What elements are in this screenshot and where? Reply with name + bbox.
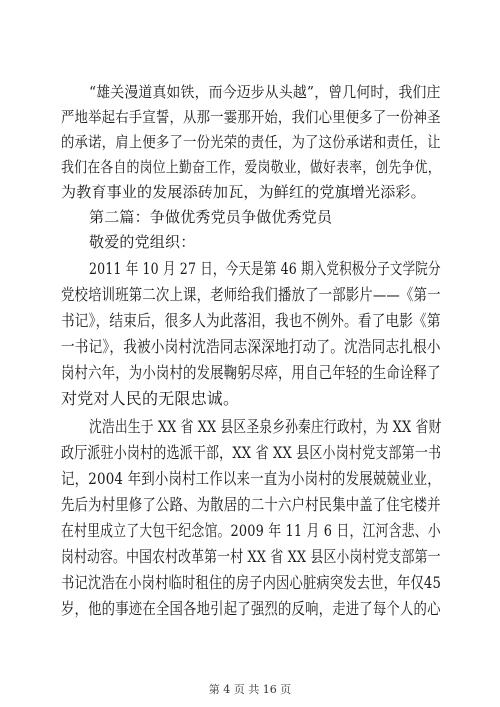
text-line: 书记》，结束后，很多人为此落泪，我也不例外。看了电影《第: [61, 311, 441, 330]
text-line: 的承诺，肩上便多了一份光荣的责任，为了这份承诺和责任，让: [61, 133, 441, 151]
text-line: 沈浩出生于 XX 省 XX 县区圣泉乡孙秦庄行政村，为 XX 省财: [89, 417, 442, 436]
text-line: “雄关漫道真如铁，而今迈步从头越”，曾几何时，我们庄: [89, 83, 441, 101]
text-line: 先后为村里修了公路、为散居的二十六户村民集中盖了住宅楼并: [61, 495, 441, 514]
page-footer: 第 4 页 共 16 页: [208, 683, 292, 696]
text-line: 严地举起右手宣誓，从那一霎那开始，我们心里便多了一份神圣: [61, 108, 441, 126]
text-line: 岁，他的事迹在全国各地引起了强烈的反响，走进了每个人的心: [61, 599, 441, 618]
text-line: 政厅派驻小岗村的选派干部，XX 省 XX 县区小岗村党支部第一书: [61, 443, 442, 462]
text-line: 岗村六年，为小岗村的发展鞠躬尽瘁，用自己年轻的生命诠释了: [61, 363, 441, 382]
section-heading: 第二篇：争做优秀党员争做优秀党员: [89, 208, 333, 226]
text-line: 岗村动容。中国农村改革第一村 XX 省 XX 县区小岗村党支部第一: [61, 547, 441, 566]
text-line: 一书记》，我被小岗村沈浩同志深深地打动了。沈浩同志扎根小: [61, 337, 441, 356]
text-line: 2011 年 10 月 27 日，今天是第 46 期入党积极分子文学院分: [89, 259, 441, 278]
text-line: 我们在各自的岗位上勤奋工作，爱岗敬业，做好表率，创先争优，: [61, 158, 441, 176]
text-line: 在村里成立了大包干纪念馆。2009 年 11 月 6 日，江河含悲、小: [61, 521, 441, 540]
salutation: 敬爱的党组织：: [89, 233, 196, 251]
text-line: 记，2004 年到小岗村工作以来一直为小岗村的发展兢兢业业，: [61, 469, 441, 488]
text-line: 对党对人民的无限忠诚。: [61, 389, 240, 408]
text-line: 为教育事业的发展添砖加瓦，为鲜红的党旗增光添彩。: [61, 183, 426, 201]
text-line: 书记沈浩在小岗村临时租住的房子内因心脏病突发去世，年仅45: [61, 573, 442, 592]
text-line: 党校培训班第二次上课，老师给我们播放了一部影片——《第一: [61, 285, 441, 304]
